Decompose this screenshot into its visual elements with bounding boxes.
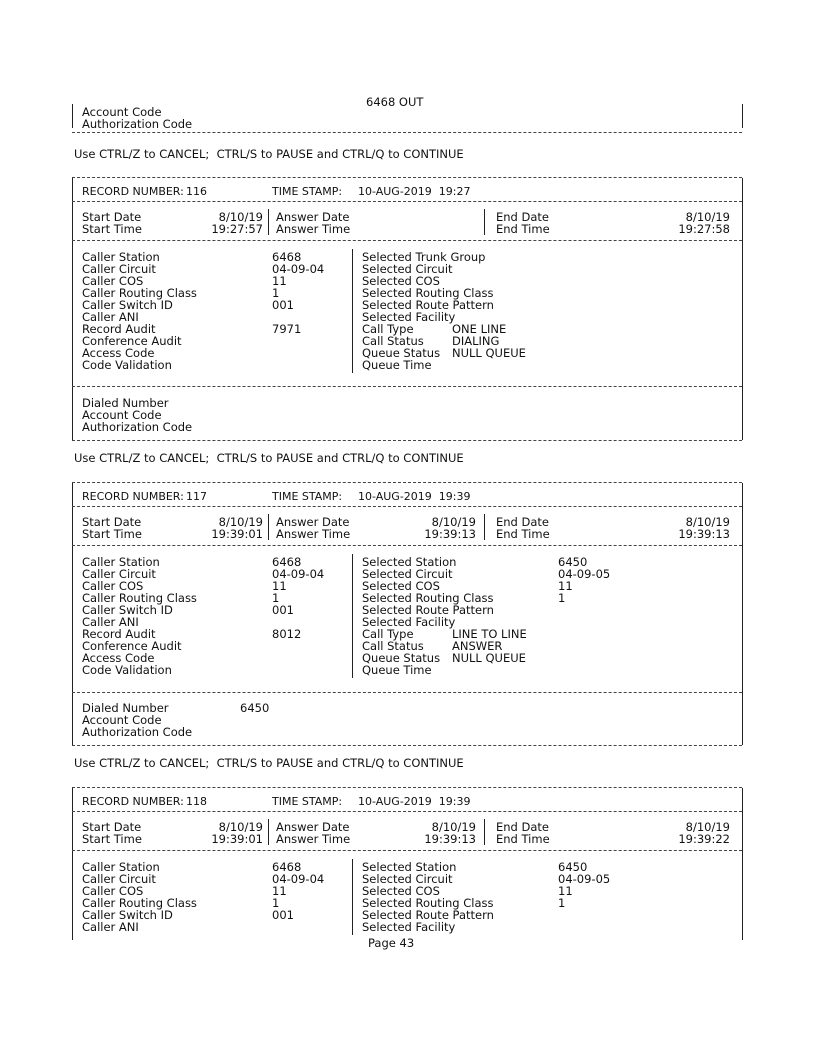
caller-cos-value: 11 (272, 579, 287, 593)
start-date-label: Start Date (82, 515, 142, 529)
caller-ani-label: Caller ANI (82, 920, 139, 934)
dialed-number-label: Dialed Number (82, 396, 169, 410)
authorization-code-label: Authorization Code (82, 117, 193, 131)
start-date-value: 8/10/19 (218, 820, 263, 834)
selected-cos-value: 11 (558, 579, 573, 593)
time-stamp-value: 10-AUG-2019 19:39 (358, 795, 471, 808)
end-time-label: End Time (496, 832, 550, 846)
caller-ani-label: Caller ANI (82, 615, 139, 629)
separator (72, 386, 742, 387)
selected-cos-value: 11 (558, 884, 573, 898)
caller-circuit-label: Caller Circuit (82, 262, 156, 276)
caller-routing-class-value: 1 (272, 591, 280, 605)
start-date-label: Start Date (82, 820, 142, 834)
caller-switch-id-value: 001 (272, 298, 294, 312)
separator (72, 240, 742, 241)
end-time-value: 19:39:13 (678, 527, 730, 541)
record-number-value: 116 (186, 185, 207, 198)
answer-date-value: 8/10/19 (431, 820, 476, 834)
end-date-label: End Date (496, 515, 549, 529)
end-time-label: End Time (496, 527, 550, 541)
caller-cos-label: Caller COS (82, 274, 144, 288)
selected-station-value: 6450 (558, 860, 588, 874)
selected-route-pattern-label: Selected Route Pattern (362, 603, 494, 617)
selected-routing-class-value: 1 (558, 896, 566, 910)
start-time-value: 19:39:01 (211, 527, 263, 541)
separator (72, 745, 742, 746)
selected-station-label: Selected Station (362, 555, 457, 569)
access-code-label: Access Code (82, 651, 155, 665)
dialed-number-value: 6450 (240, 701, 270, 715)
caller-switch-id-label: Caller Switch ID (82, 908, 173, 922)
end-date-label: End Date (496, 210, 549, 224)
column-divider (484, 514, 485, 540)
call-status-value: ANSWER (452, 639, 503, 653)
record-number-label: RECORD NUMBER: (82, 795, 184, 808)
time-stamp-value: 10-AUG-2019 19:39 (358, 490, 471, 503)
column-divider (484, 819, 485, 845)
answer-time-label: Answer Time (276, 222, 351, 236)
answer-time-label: Answer Time (276, 832, 351, 846)
left-border (72, 178, 73, 440)
call-type-label: Call Type (362, 322, 414, 336)
selected-circuit-value: 04-09-05 (558, 567, 611, 581)
queue-status-label: Queue Status (362, 651, 441, 665)
conference-audit-label: Conference Audit (82, 334, 182, 348)
selected-routing-class-label: Selected Routing Class (362, 591, 494, 605)
authorization-code-label: Authorization Code (82, 725, 193, 739)
page-number: Page 43 (368, 936, 415, 950)
caller-cos-label: Caller COS (82, 884, 144, 898)
record-number-label: RECORD NUMBER: (82, 490, 184, 503)
start-time-value: 19:27:57 (211, 222, 263, 236)
start-date-value: 8/10/19 (218, 515, 263, 529)
end-time-value: 19:39:22 (678, 832, 730, 846)
column-divider (268, 819, 269, 845)
start-time-label: Start Time (82, 527, 142, 541)
end-date-value: 8/10/19 (685, 820, 730, 834)
time-stamp-label: TIME STAMP: (272, 185, 343, 198)
authorization-code-label: Authorization Code (82, 420, 193, 434)
selected-routing-class-label: Selected Routing Class (362, 286, 494, 300)
caller-station-value: 6468 (272, 555, 302, 569)
caller-station-label: Caller Station (82, 250, 160, 264)
account-code-label: Account Code (82, 713, 162, 727)
start-date-value: 8/10/19 (218, 210, 263, 224)
queue-status-label: Queue Status (362, 346, 441, 360)
end-date-label: End Date (496, 820, 549, 834)
record-number-value: 118 (186, 795, 207, 808)
queue-status-value: NULL QUEUE (452, 651, 526, 665)
record-audit-label: Record Audit (82, 322, 156, 336)
call-status-value: DIALING (452, 334, 500, 348)
caller-cos-value: 11 (272, 884, 287, 898)
caller-cos-value: 11 (272, 274, 287, 288)
separator (72, 440, 742, 441)
caller-routing-class-value: 1 (272, 896, 280, 910)
selected-circuit-label: Selected Circuit (362, 872, 453, 886)
separator (72, 850, 742, 851)
selected-station-label: Selected Station (362, 860, 457, 874)
queue-time-label: Queue Time (362, 358, 432, 372)
report-title: 6468 OUT (366, 95, 424, 109)
time-stamp-label: TIME STAMP: (272, 795, 343, 808)
caller-routing-class-label: Caller Routing Class (82, 286, 197, 300)
separator (72, 787, 742, 788)
column-divider (268, 209, 269, 235)
caller-circuit-value: 04-09-04 (272, 262, 325, 276)
selected-station-value: 6450 (558, 555, 588, 569)
caller-switch-id-value: 001 (272, 603, 294, 617)
end-time-value: 19:27:58 (678, 222, 730, 236)
answer-date-value: 8/10/19 (431, 515, 476, 529)
separator (72, 132, 742, 133)
call-type-value: LINE TO LINE (452, 627, 527, 641)
selected-facility-label: Selected Facility (362, 615, 456, 629)
record-audit-value: 7971 (272, 322, 302, 336)
selected-circuit-label: Selected Circuit (362, 567, 453, 581)
separator (72, 811, 742, 812)
caller-station-label: Caller Station (82, 860, 160, 874)
column-divider (352, 554, 353, 678)
caller-routing-class-value: 1 (272, 286, 280, 300)
column-divider (268, 514, 269, 540)
start-time-value: 19:39:01 (211, 832, 263, 846)
right-border (742, 104, 743, 128)
caller-routing-class-label: Caller Routing Class (82, 896, 197, 910)
selected-trunk-group-label: Selected Trunk Group (362, 250, 486, 264)
answer-time-value: 19:39:13 (424, 832, 476, 846)
record-audit-label: Record Audit (82, 627, 156, 641)
caller-circuit-value: 04-09-04 (272, 872, 325, 886)
answer-time-label: Answer Time (276, 527, 351, 541)
separator (72, 482, 742, 483)
separator (72, 201, 742, 202)
queue-status-value: NULL QUEUE (452, 346, 526, 360)
caller-ani-label: Caller ANI (82, 310, 139, 324)
code-validation-label: Code Validation (82, 663, 172, 677)
caller-switch-id-label: Caller Switch ID (82, 298, 173, 312)
call-type-value: ONE LINE (452, 322, 507, 336)
selected-cos-label: Selected COS (362, 579, 440, 593)
selected-routing-class-label: Selected Routing Class (362, 896, 494, 910)
answer-date-label: Answer Date (276, 515, 350, 529)
conference-audit-label: Conference Audit (82, 639, 182, 653)
selected-route-pattern-label: Selected Route Pattern (362, 298, 494, 312)
caller-cos-label: Caller COS (82, 579, 144, 593)
caller-switch-id-value: 001 (272, 908, 294, 922)
dialed-number-label: Dialed Number (82, 701, 169, 715)
call-status-label: Call Status (362, 334, 424, 348)
control-hint: Use CTRL/Z to CANCEL; CTRL/S to PAUSE and CTRL/Q to CONTINUE (74, 147, 464, 161)
end-date-value: 8/10/19 (685, 210, 730, 224)
control-hint: Use CTRL/Z to CANCEL; CTRL/S to PAUSE and CTRL/Q to CONTINUE (74, 756, 464, 770)
selected-facility-label: Selected Facility (362, 920, 456, 934)
record-number-label: RECORD NUMBER: (82, 185, 184, 198)
call-type-label: Call Type (362, 627, 414, 641)
selected-route-pattern-label: Selected Route Pattern (362, 908, 494, 922)
access-code-label: Access Code (82, 346, 155, 360)
caller-switch-id-label: Caller Switch ID (82, 603, 173, 617)
caller-station-label: Caller Station (82, 555, 160, 569)
answer-time-value: 19:39:13 (424, 527, 476, 541)
right-border (742, 483, 743, 745)
caller-station-value: 6468 (272, 860, 302, 874)
caller-circuit-value: 04-09-04 (272, 567, 325, 581)
answer-date-label: Answer Date (276, 820, 350, 834)
right-border (742, 178, 743, 440)
caller-circuit-label: Caller Circuit (82, 872, 156, 886)
selected-circuit-label: Selected Circuit (362, 262, 453, 276)
time-stamp-value: 10-AUG-2019 19:27 (358, 185, 471, 198)
caller-circuit-label: Caller Circuit (82, 567, 156, 581)
queue-time-label: Queue Time (362, 663, 432, 677)
end-time-label: End Time (496, 222, 550, 236)
record-number-value: 117 (186, 490, 207, 503)
left-border (72, 104, 73, 128)
caller-station-value: 6468 (272, 250, 302, 264)
right-border (742, 788, 743, 940)
selected-routing-class-value: 1 (558, 591, 566, 605)
account-code-label: Account Code (82, 408, 162, 422)
record-audit-value: 8012 (272, 627, 302, 641)
call-status-label: Call Status (362, 639, 424, 653)
control-hint: Use CTRL/Z to CANCEL; CTRL/S to PAUSE and CTRL/Q to CONTINUE (74, 451, 464, 465)
account-code-label: Account Code (82, 105, 162, 119)
column-divider (352, 859, 353, 935)
answer-date-label: Answer Date (276, 210, 350, 224)
column-divider (352, 249, 353, 373)
left-border (72, 483, 73, 745)
code-validation-label: Code Validation (82, 358, 172, 372)
separator (72, 692, 742, 693)
separator (72, 177, 742, 178)
time-stamp-label: TIME STAMP: (272, 490, 343, 503)
selected-facility-label: Selected Facility (362, 310, 456, 324)
separator (72, 506, 742, 507)
start-time-label: Start Time (82, 222, 142, 236)
selected-cos-label: Selected COS (362, 884, 440, 898)
column-divider (484, 209, 485, 235)
selected-cos-label: Selected COS (362, 274, 440, 288)
separator (72, 545, 742, 546)
selected-circuit-value: 04-09-05 (558, 872, 611, 886)
start-date-label: Start Date (82, 210, 142, 224)
start-time-label: Start Time (82, 832, 142, 846)
caller-routing-class-label: Caller Routing Class (82, 591, 197, 605)
end-date-value: 8/10/19 (685, 515, 730, 529)
